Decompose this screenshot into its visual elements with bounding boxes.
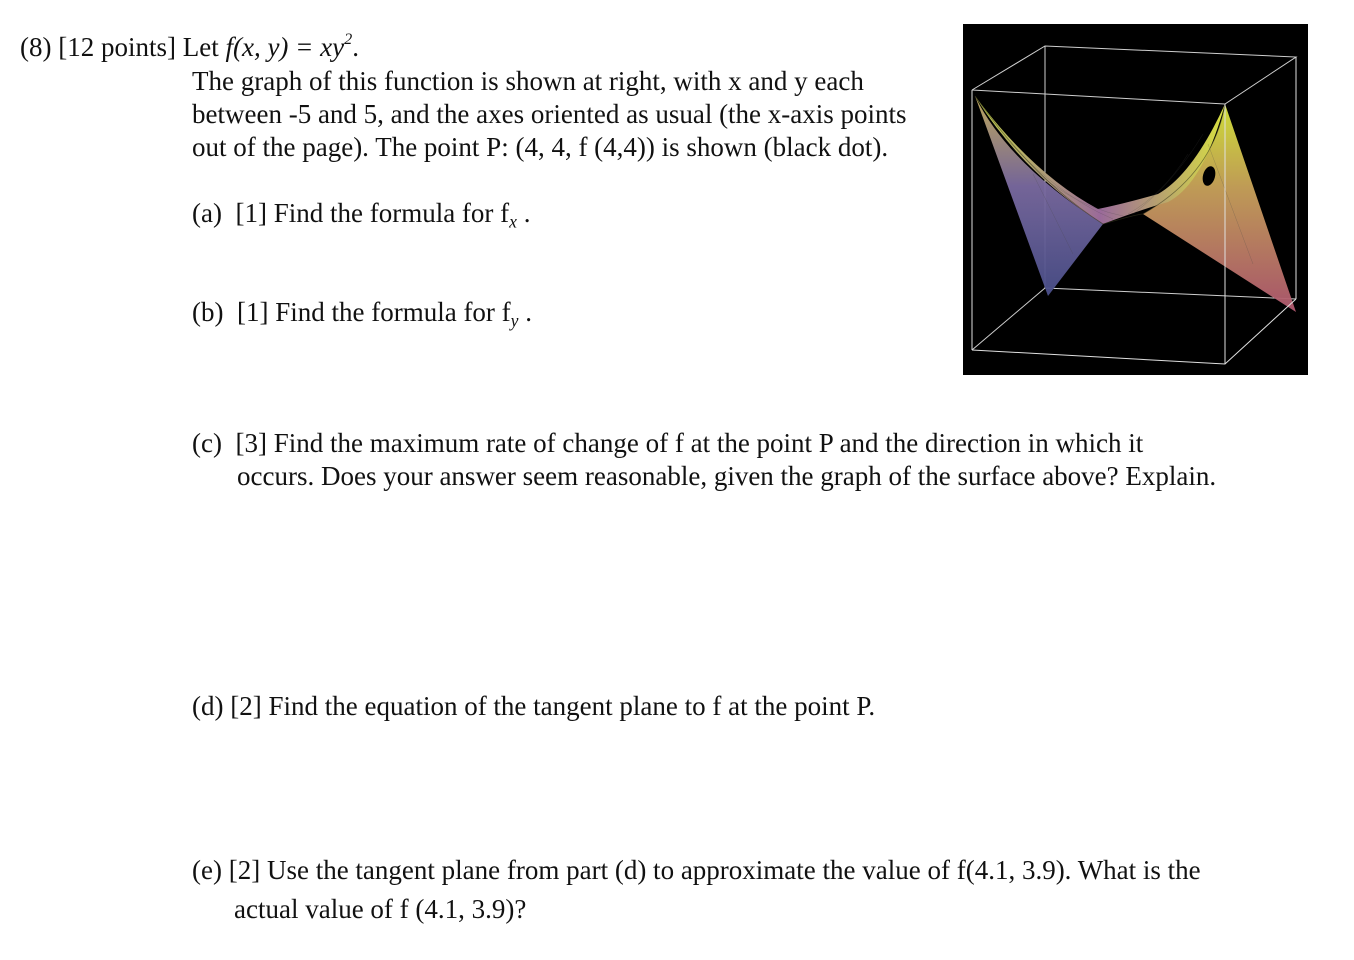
part-e-line-2: actual value of f (4.1, 3.9)? xyxy=(234,894,527,924)
problem-number: (8) xyxy=(20,32,52,63)
intro-line-3: out of the page). The point P: (4, 4, f (4,4)) is shown (black dot). xyxy=(192,132,889,162)
intro-line-2: between -5 and 5, and the axes oriented as usual (the x-axis points xyxy=(192,99,907,129)
part-c-line-2: occurs. Does your answer seem reasonable, given the graph of the surface above? Explain. xyxy=(237,461,1217,491)
surface-plot-svg xyxy=(963,24,1308,375)
part-e-line-1: (e) [2] Use the tangent plane from part (d) to approximate the value of f(4.1, 3.9). What is the xyxy=(192,855,1201,885)
function-definition: f(x, $y) = xy^2$ xyxy=(225,30,353,63)
surface-plot-figure xyxy=(963,24,1308,375)
saddle-surface xyxy=(975,96,1296,312)
part-d: (d) [2] Find the equation of the tangent plane to f at the point P. xyxy=(192,691,876,721)
let-word: Let xyxy=(182,32,219,63)
part-a: (a) [1] Find the formula for $f_x$ . xyxy=(192,198,531,232)
problem-header: (8) [12 points] Let f(x, $y) = xy^2$. xyxy=(20,30,359,63)
intro-line-1: The graph of this function is shown at right, with x and y each xyxy=(192,66,864,96)
problem-points: [12 points] xyxy=(58,32,176,63)
part-c-line-1: (c) [3] Find the maximum rate of change of f at the point P and the direction in which it xyxy=(192,428,1144,458)
part-b: (b) [1] Find the formula for $f_y$ . xyxy=(192,297,532,331)
